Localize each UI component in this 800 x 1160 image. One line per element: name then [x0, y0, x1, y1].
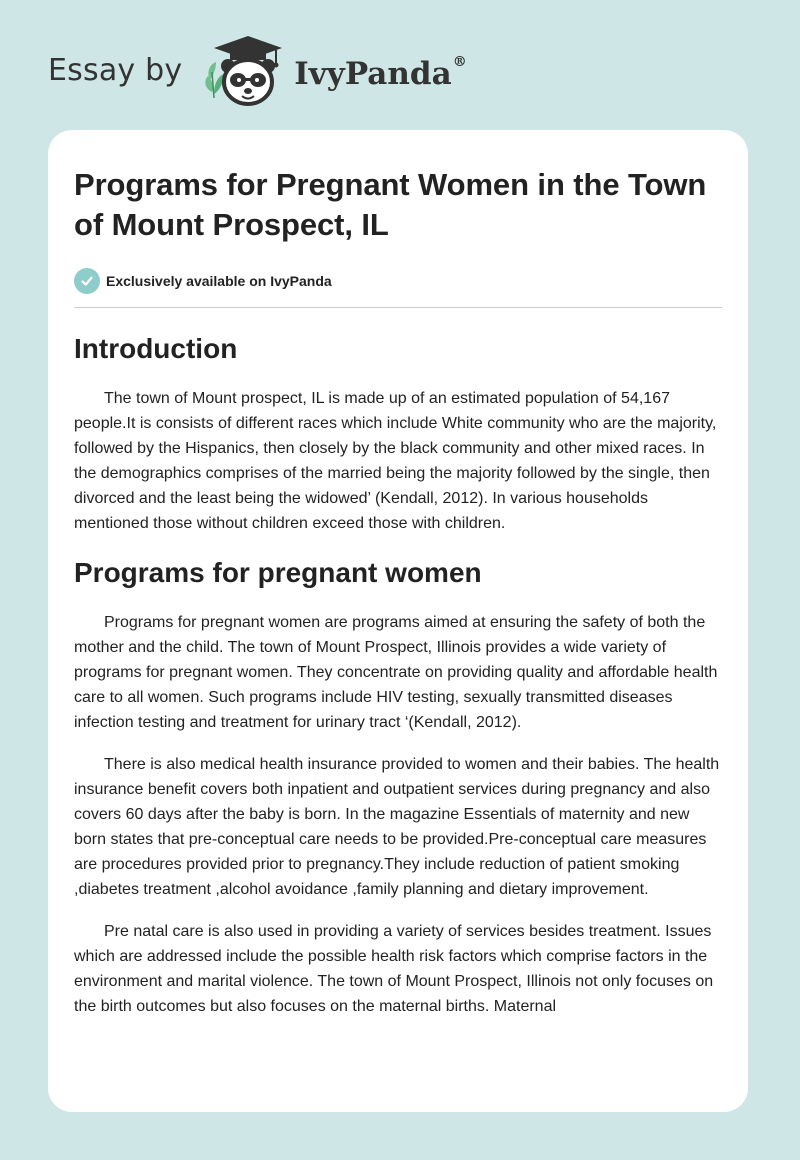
exclusive-badge	[74, 267, 722, 295]
brand-name[interactable]	[294, 56, 466, 92]
paragraph: Programs for pregnant women are programs aimed at ensuring the safety of both the mother and the child. The town of Mount Prospect, Illinois provides a wide variety of programs for pregnant women. They concentrate on providing quality and affordable health care to all women. Such programs include HIV testing, sexually transmitted diseases infection testing and treatment for urinary tract ‘(Kendall, 2012).	[74, 614, 718, 731]
section-heading-programs: Programs for pregnant women	[74, 557, 482, 588]
check-icon	[74, 268, 100, 294]
paragraph: Pre natal care is also used in providing a variety of services besides treatment. Issues which are addressed include the possible health risk factors which comprise factors in the environment and marital violence. The town of Mount Prospect, Illinois not only focuses on the birth outcomes but also focuses on the maternal births. Maternal	[74, 923, 714, 1015]
essay-card	[48, 130, 748, 1112]
panda-graduate-icon[interactable]	[196, 34, 286, 110]
essay-by-label: Essay by	[48, 52, 183, 88]
badge-label: Exclusively available on IvyPanda	[106, 273, 332, 289]
site-header	[48, 34, 467, 110]
page-title: Programs for Pregnant Women in the Town of Mount Prospect, IL	[74, 167, 707, 242]
paragraph: The town of Mount prospect, IL is made up of an estimated population of 54,167 people.It is consists of different races which include White community who are the majority, followed by the Hispanics, then closely by the black community and other mixed races. In the demographics comprises of the married being the majority followed by the single, then divorced and the least being the widowed’ (Kendall, 2012). In various households mentioned those without children exceed those with children.	[74, 390, 717, 532]
registered-mark: ®	[452, 54, 467, 70]
section-heading-introduction: Introduction	[74, 333, 238, 364]
paragraph: There is also medical health insurance provided to women and their babies. The health insurance benefit covers both inpatient and outpatient services during pregnancy and also covers 60 days after the baby is born. In the magazine Essentials of maternity and new born states that pre-conceptual care needs to be provided.Pre-conceptual care measures are procedures provided prior to pregnancy.They include reduction of patient smoking ,diabetes treatment ,alcohol avoidance ,family planning and dietary improvement.	[74, 756, 720, 898]
brand-text: IvyPanda	[294, 56, 452, 92]
essay-content	[48, 165, 748, 1019]
divider	[74, 307, 722, 308]
